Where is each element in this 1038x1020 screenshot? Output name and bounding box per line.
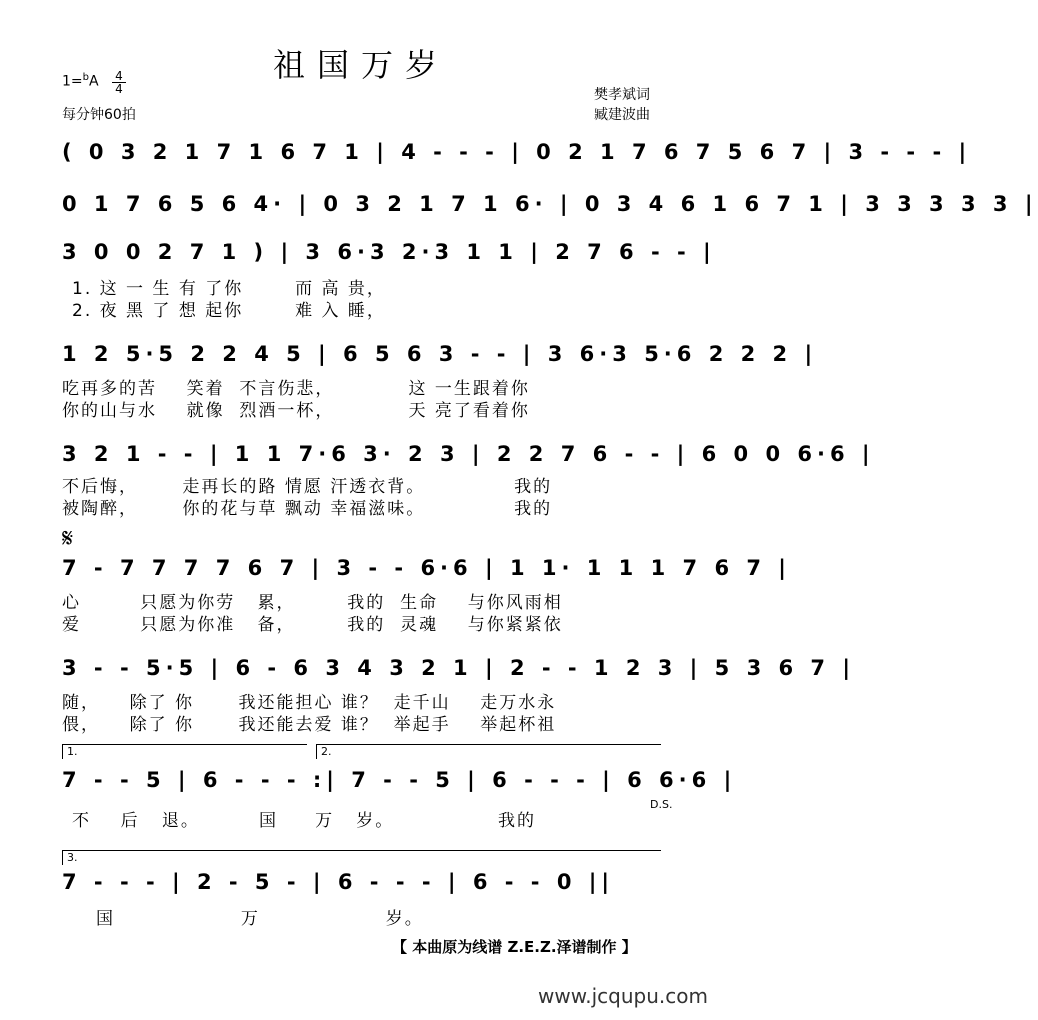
- meter-bottom: 4: [115, 82, 123, 96]
- row-9-notes: 7 - - - | 2 - 5 - | 6 - - - | 6 - - 0 ||: [62, 870, 615, 894]
- lyric-line-11: 不 后 退。 国 万 岁。 我的: [72, 811, 536, 831]
- key-signature: [62, 69, 123, 96]
- lyric-line-4: 你的山与水 就像 烈酒一杯， 天 亮了看着你: [62, 401, 530, 421]
- tempo: 每分钟60拍: [62, 107, 136, 123]
- lyric-line-7: 心 只愿为你劳 累， 我的 生命 与你风雨相: [62, 593, 563, 613]
- key-note: A: [89, 73, 99, 90]
- meter: [112, 70, 126, 95]
- row-2-notes: 0 1 7 6 5 6 4· | 0 3 2 1 7 1 6· | 0 3 4 6 1 6 7 1 | 3 3 3 3 3 |: [62, 192, 1038, 216]
- flat-sign: b: [82, 72, 89, 83]
- footer-credit: 【 本曲原为线谱 Z.E.Z.泽谱制作 】: [392, 938, 637, 956]
- lyric-line-1: 1. 这 一 生 有 了你 而 高 贵，: [72, 279, 386, 299]
- row-3-notes: 3 0 0 2 7 1 ) | 3 6·3 2·3 1 1 | 2 7 6 - - |: [62, 240, 716, 264]
- notation-row-2: [62, 188, 1038, 222]
- notation-row-7: [62, 652, 856, 686]
- notation-row-5: [62, 438, 875, 472]
- lyric-line-6: 被陶醉， 你的花与草 飘动 幸福滋味。 我的: [62, 499, 553, 519]
- row-6-notes: 7 - 7 7 7 7 6 7 | 3 - - 6·6 | 1 1· 1 1 1 7 6 7 |: [62, 556, 791, 580]
- song-title: 祖国万岁: [272, 46, 449, 84]
- lyric-line-5: 不后悔， 走再长的路 情愿 汗透衣背。 我的: [62, 477, 553, 497]
- composer: 臧建波曲: [594, 107, 650, 123]
- notation-row-3: [62, 236, 716, 270]
- notation-row-8: [62, 764, 737, 798]
- volta-2: 2.: [316, 744, 661, 759]
- row-1-notes: ( 0 3 2 1 7 1 6 7 1 | 4 - - - | 0 2 1 7 6 7 5 6 7 | 3 - - - |: [62, 140, 972, 164]
- site-watermark: www.jcqupu.com: [538, 984, 708, 1008]
- lyric-line-12: 国 万 岁。: [96, 909, 424, 929]
- key-prefix: 1=: [62, 73, 83, 90]
- dal-segno: D.S.: [650, 798, 673, 811]
- meter-top: 4: [112, 70, 126, 83]
- notation-row-9: [62, 866, 662, 900]
- row-7-notes: 3 - - 5·5 | 6 - 6 3 4 3 2 1 | 2 - - 1 2 3 | 5 3 6 7 |: [62, 656, 856, 680]
- lyric-line-10: 偎， 除了 你 我还能去爱 谁？ 举起手 举起杯祖: [62, 715, 557, 735]
- volta-1: 1.: [62, 744, 307, 759]
- lyric-line-8: 爱 只愿为你准 备， 我的 灵魂 与你紧紧依: [62, 615, 563, 635]
- notation-row-1: [62, 136, 972, 170]
- row-4-notes: 1 2 5·5 2 2 4 5 | 6 5 6 3 - - | 3 6·3 5·6 2 2 2 |: [62, 342, 818, 366]
- segno-sign: 𝄋: [62, 524, 74, 554]
- lyricist: 樊孝斌词: [594, 87, 650, 103]
- notation-row-6: [62, 552, 791, 586]
- row-5-notes: 3 2 1 - - | 1 1 7·6 3· 2 3 | 2 2 7 6 - - | 6 0 0 6·6 |: [62, 442, 875, 466]
- notation-row-4: [62, 338, 818, 372]
- lyric-line-9: 随， 除了 你 我还能担心 谁？ 走千山 走万水永: [62, 693, 557, 713]
- volta-3: 3.: [62, 850, 661, 865]
- row-8-notes: 7 - - 5 | 6 - - - :| 7 - - 5 | 6 - - - | 6 6·6 |: [62, 768, 737, 792]
- lyric-line-3: 吃再多的苦 笑着 不言伤悲， 这 一生跟着你: [62, 379, 530, 399]
- lyric-line-2: 2. 夜 黑 了 想 起你 难 入 睡，: [72, 301, 386, 321]
